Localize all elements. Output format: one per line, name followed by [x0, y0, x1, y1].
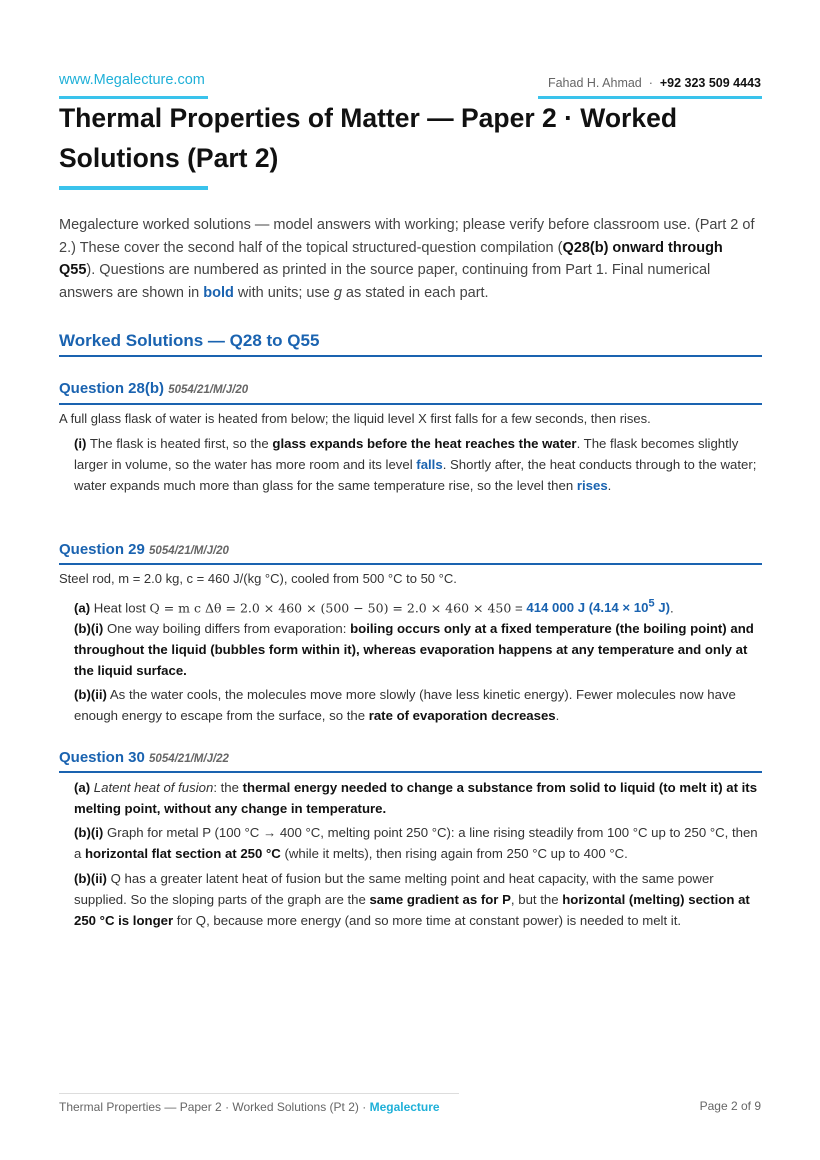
question-28b-title: Question 28(b) [59, 380, 165, 397]
question-30-code: 5054/21/M/J/22 [149, 753, 229, 765]
intro-text-3: with units; use [233, 284, 334, 301]
answer-label: (b)(ii) [74, 871, 107, 886]
question-28b-rule [59, 403, 762, 405]
intro-bold-word: bold [203, 284, 234, 301]
question-30-answer-bi [74, 822, 762, 864]
answer-label: (b)(ii) [74, 687, 107, 702]
question-29-answer-a [74, 594, 762, 618]
answer-keyword-falls: falls [416, 457, 443, 472]
title-underline [59, 186, 208, 190]
section-rule [59, 355, 762, 357]
question-30-answer-bii [74, 868, 762, 931]
question-29-answer-bii [74, 684, 762, 726]
answer-text: Graph for metal P (100 °C → 400 °C, melting point 250 °C): a line rising steadily from 100 °C up to 250 °C, then a [74, 825, 758, 861]
answer-text: One way boiling differs from evaporation: [103, 621, 351, 636]
site-link[interactable]: www.Megalecture.com [59, 72, 205, 88]
answer-text: Q has a greater latent heat of fusion but the same melting point and heat capacity, with the same power supplied. So the sloping parts of the graph are the [74, 871, 714, 907]
question-30-heading [59, 749, 762, 766]
question-30-title: Question 30 [59, 749, 145, 766]
footer-title: Thermal Properties — Paper 2 · Worked Solutions (Pt 2) [59, 1100, 359, 1114]
footer-brand: Megalecture [369, 1100, 440, 1114]
intro-text-4: as stated in each part. [341, 284, 489, 301]
question-29-answer-bi [74, 618, 762, 681]
question-29-rule [59, 563, 762, 565]
footer-separator: · [358, 1100, 370, 1114]
final-answer-value: 414 000 J (4.14 × 10 [526, 600, 649, 616]
answer-text: = [511, 600, 527, 616]
answer-text: Heat lost [90, 600, 150, 616]
answer-text: : the [213, 780, 243, 795]
question-29-code: 5054/21/M/J/20 [149, 545, 229, 557]
answer-text: . [555, 708, 560, 723]
answer-text: . [669, 600, 674, 616]
answer-text: for Q, because more energy (and so more time at constant power) is needed to melt it. [173, 913, 682, 928]
final-answer-exponent: 5 [648, 598, 655, 610]
answer-label: (b)(i) [74, 825, 104, 840]
answer-text: . [607, 478, 612, 493]
author-phone: +92 323 509 4443 [659, 76, 761, 90]
answer-text: . The flask becomes slightly larger in volume, so the water has more room and its level [74, 436, 739, 472]
answer-text: (while it melts), then rising again from 250 °C up to 400 °C. [280, 846, 628, 861]
answer-bold: boiling occurs only at a fixed temperature (the boiling point) and throughout the liquid (bubbles form within it), whereas evaporation happens at any temperature and only at the liquid surface. [74, 621, 754, 678]
page-number: Page 2 of 9 [699, 1099, 761, 1113]
answer-text: The flask is heated first, so the [86, 436, 273, 451]
answer-keyword-rises: rises [576, 478, 608, 493]
intro-text-2: ). Questions are numbered as printed in the source paper, continuing from Part 1. Final numerical answers are shown in [59, 262, 711, 301]
intro-paragraph [59, 214, 762, 304]
question-28b-answer-i [74, 433, 762, 496]
author-name: Fahad H. Ahmad [547, 76, 642, 90]
footer-rule [59, 1093, 459, 1094]
answer-bold: horizontal flat section at 250 °C [85, 846, 281, 861]
question-29-stem: Steel rod, m = 2.0 kg, c = 460 J/(kg °C), cooled from 500 °C to 50 °C. [59, 571, 457, 586]
question-28b-heading [59, 380, 762, 397]
question-30-answer-a [74, 777, 762, 819]
answer-bold: horizontal (melting) section at 250 °C is longer [74, 892, 750, 928]
section-heading: Worked Solutions — Q28 to Q55 [59, 331, 320, 350]
footer-left [59, 1100, 440, 1114]
answer-bold: glass expands before the heat reaches the water [272, 436, 577, 451]
author-separator: · [648, 76, 653, 90]
intro-text-1: Megalecture worked solutions — model answers with working; please verify before classroom use. (Part 2 of 2.) These cover the second half of the topical structured-question compilation ( [59, 217, 755, 256]
answer-label: (b)(i) [74, 621, 104, 636]
question-29-title: Question 29 [59, 541, 145, 558]
answer-label: (i) [74, 436, 87, 451]
question-29-heading [59, 541, 762, 558]
answer-bold: thermal energy needed to change a substance from solid to liquid (to melt it) at its melting point, without any change in temperature. [74, 780, 758, 816]
answer-text: As the water cools, the molecules move more slowly (have less kinetic energy). Fewer molecules now have enough energy to escape from the surface, so the [74, 687, 736, 723]
question-28b-stem: A full glass flask of water is heated from below; the liquid level X first falls for a few seconds, then rises. [59, 411, 651, 426]
intro-bold-range: Q28(b) onward through Q55 [59, 239, 723, 279]
answer-bold: same gradient as for P [369, 892, 511, 907]
intro-g-symbol: g [333, 284, 342, 301]
term-latent-heat: Latent heat of fusion [90, 780, 214, 795]
author-contact [548, 76, 761, 90]
answer-label: (a) [74, 600, 91, 616]
final-answer [526, 600, 670, 615]
heat-equation: Q = m c Δθ = 2.0 × 460 × (500 − 50) = 2.0 × 460 × 450 [149, 600, 512, 616]
answer-bold: rate of evaporation decreases [368, 708, 556, 723]
question-28b-code: 5054/21/M/J/20 [168, 384, 249, 396]
answer-label: (a) [74, 780, 91, 795]
question-30-rule [59, 771, 762, 773]
page-title: Thermal Properties of Matter — Paper 2 · Worked Solutions (Part 2) [59, 103, 678, 173]
answer-text: . Shortly after, the heat conducts through to the water; water expands much more than glass for the same temperature rise, so the level then [74, 457, 757, 493]
answer-text: , but the [510, 892, 563, 907]
final-answer-unit: J) [654, 600, 670, 616]
